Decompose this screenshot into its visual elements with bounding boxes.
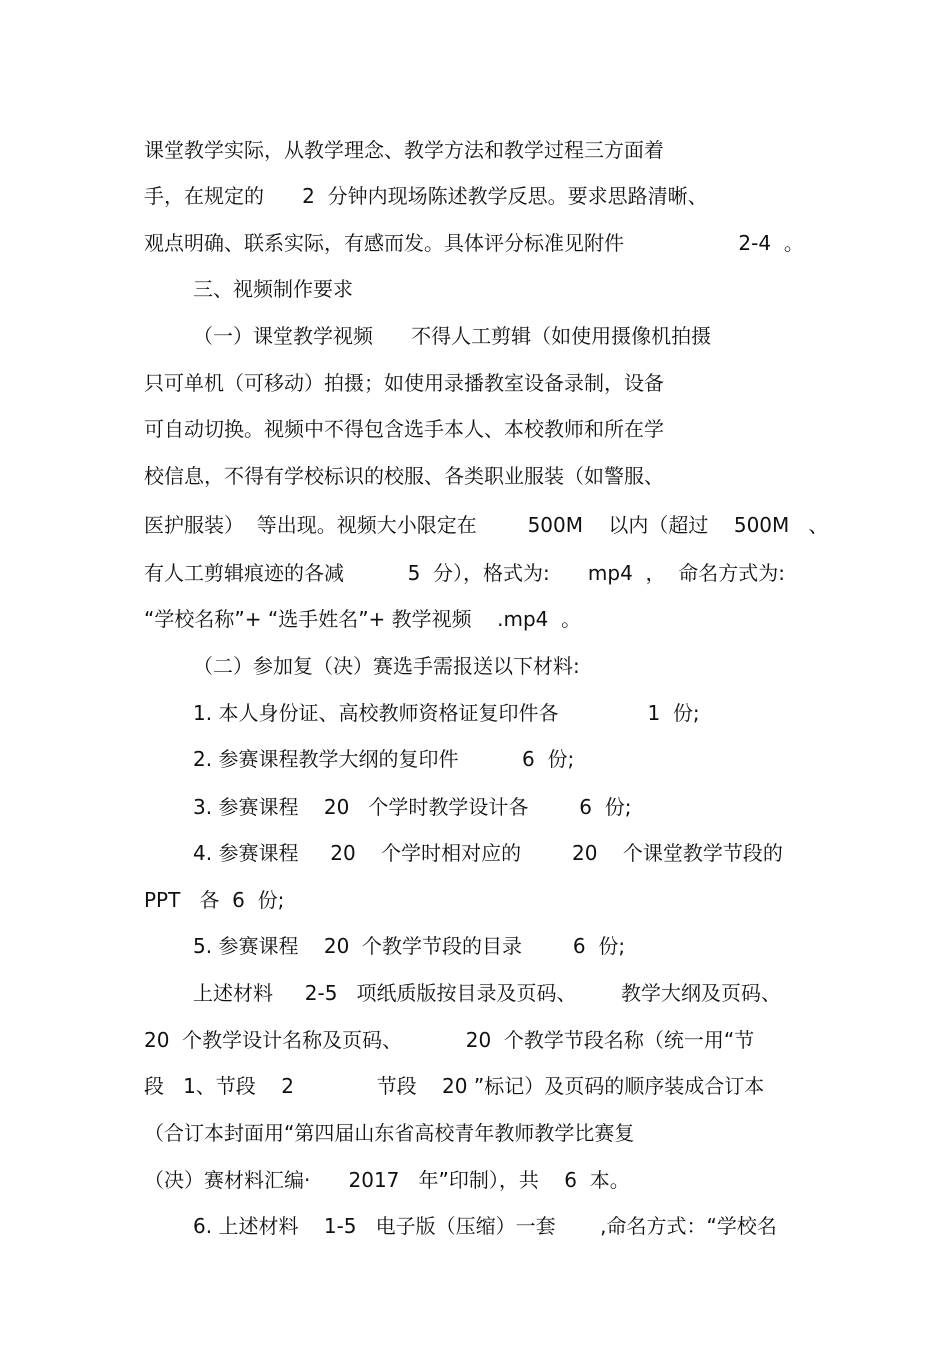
- text-line: 可自动切换。视频中不得包含选手本人、本校教师和所在学: [144, 417, 664, 441]
- text-line: 只可单机（可移动）拍摄；如使用录播教室设备录制，设备: [144, 371, 664, 395]
- text-line: 有人工剪辑痕迹的各减 5 分），格式为: mp4 ， 命名方式为:: [144, 561, 785, 585]
- section-heading: 三、视频制作要求: [193, 277, 353, 301]
- list-item: 3. 参赛课程 20 个学时教学设计各 6 份;: [193, 795, 632, 819]
- text-line: 上述材料 2-5 项纸质版按目录及页码、 教学大纲及页码、: [193, 981, 782, 1005]
- text-line: 医护服装） 等出现。视频大小限定在 500M 以内（超过 500M 、: [144, 513, 829, 537]
- list-item: 6. 上述材料 1-5 电子版（压缩）一套 ,命名方式：“学校名: [193, 1214, 777, 1238]
- list-item: 5. 参赛课程 20 个教学节段的目录 6 份;: [193, 934, 626, 958]
- text-line: 20 个教学设计名称及页码、 20 个教学节段名称（统一用“节: [144, 1028, 755, 1052]
- text-line: 观点明确、联系实际，有感而发。具体评分标准见附件 2-4 。: [144, 231, 804, 255]
- text-line: “学校名称”+ “选手姓名”+ 教学视频 .mp4 。: [144, 607, 582, 631]
- list-item: 2. 参赛课程教学大纲的复印件 6 份;: [193, 747, 575, 771]
- list-item: 4. 参赛课程 20 个学时相对应的 20 个课堂教学节段的: [193, 841, 783, 865]
- text-line: （合订本封面用“第四届山东省高校青年教师教学比赛复: [144, 1121, 635, 1145]
- text-line: 段 1、节段 2 节段 20 ”标记）及页码的顺序装成合订本: [144, 1074, 765, 1098]
- text-line: PPT 各 6 份;: [144, 888, 285, 912]
- text-line: 手，在规定的 2 分钟内现场陈述教学反思。要求思路清晰、: [144, 184, 708, 208]
- text-line: （决）赛材料汇编· 2017 年”印制），共 6 本。: [144, 1168, 630, 1192]
- text-line: （二）参加复（决）赛选手需报送以下材料:: [193, 654, 580, 678]
- text-line: 校信息，不得有学校标识的校服、各类职业服装（如警服、: [144, 464, 664, 488]
- text-line: （一）课堂教学视频 不得人工剪辑（如使用摄像机拍摄: [193, 324, 712, 348]
- text-line: 课堂教学实际，从教学理念、教学方法和教学过程三方面着: [144, 138, 664, 162]
- list-item: 1. 本人身份证、高校教师资格证复印件各 1 份;: [193, 701, 700, 725]
